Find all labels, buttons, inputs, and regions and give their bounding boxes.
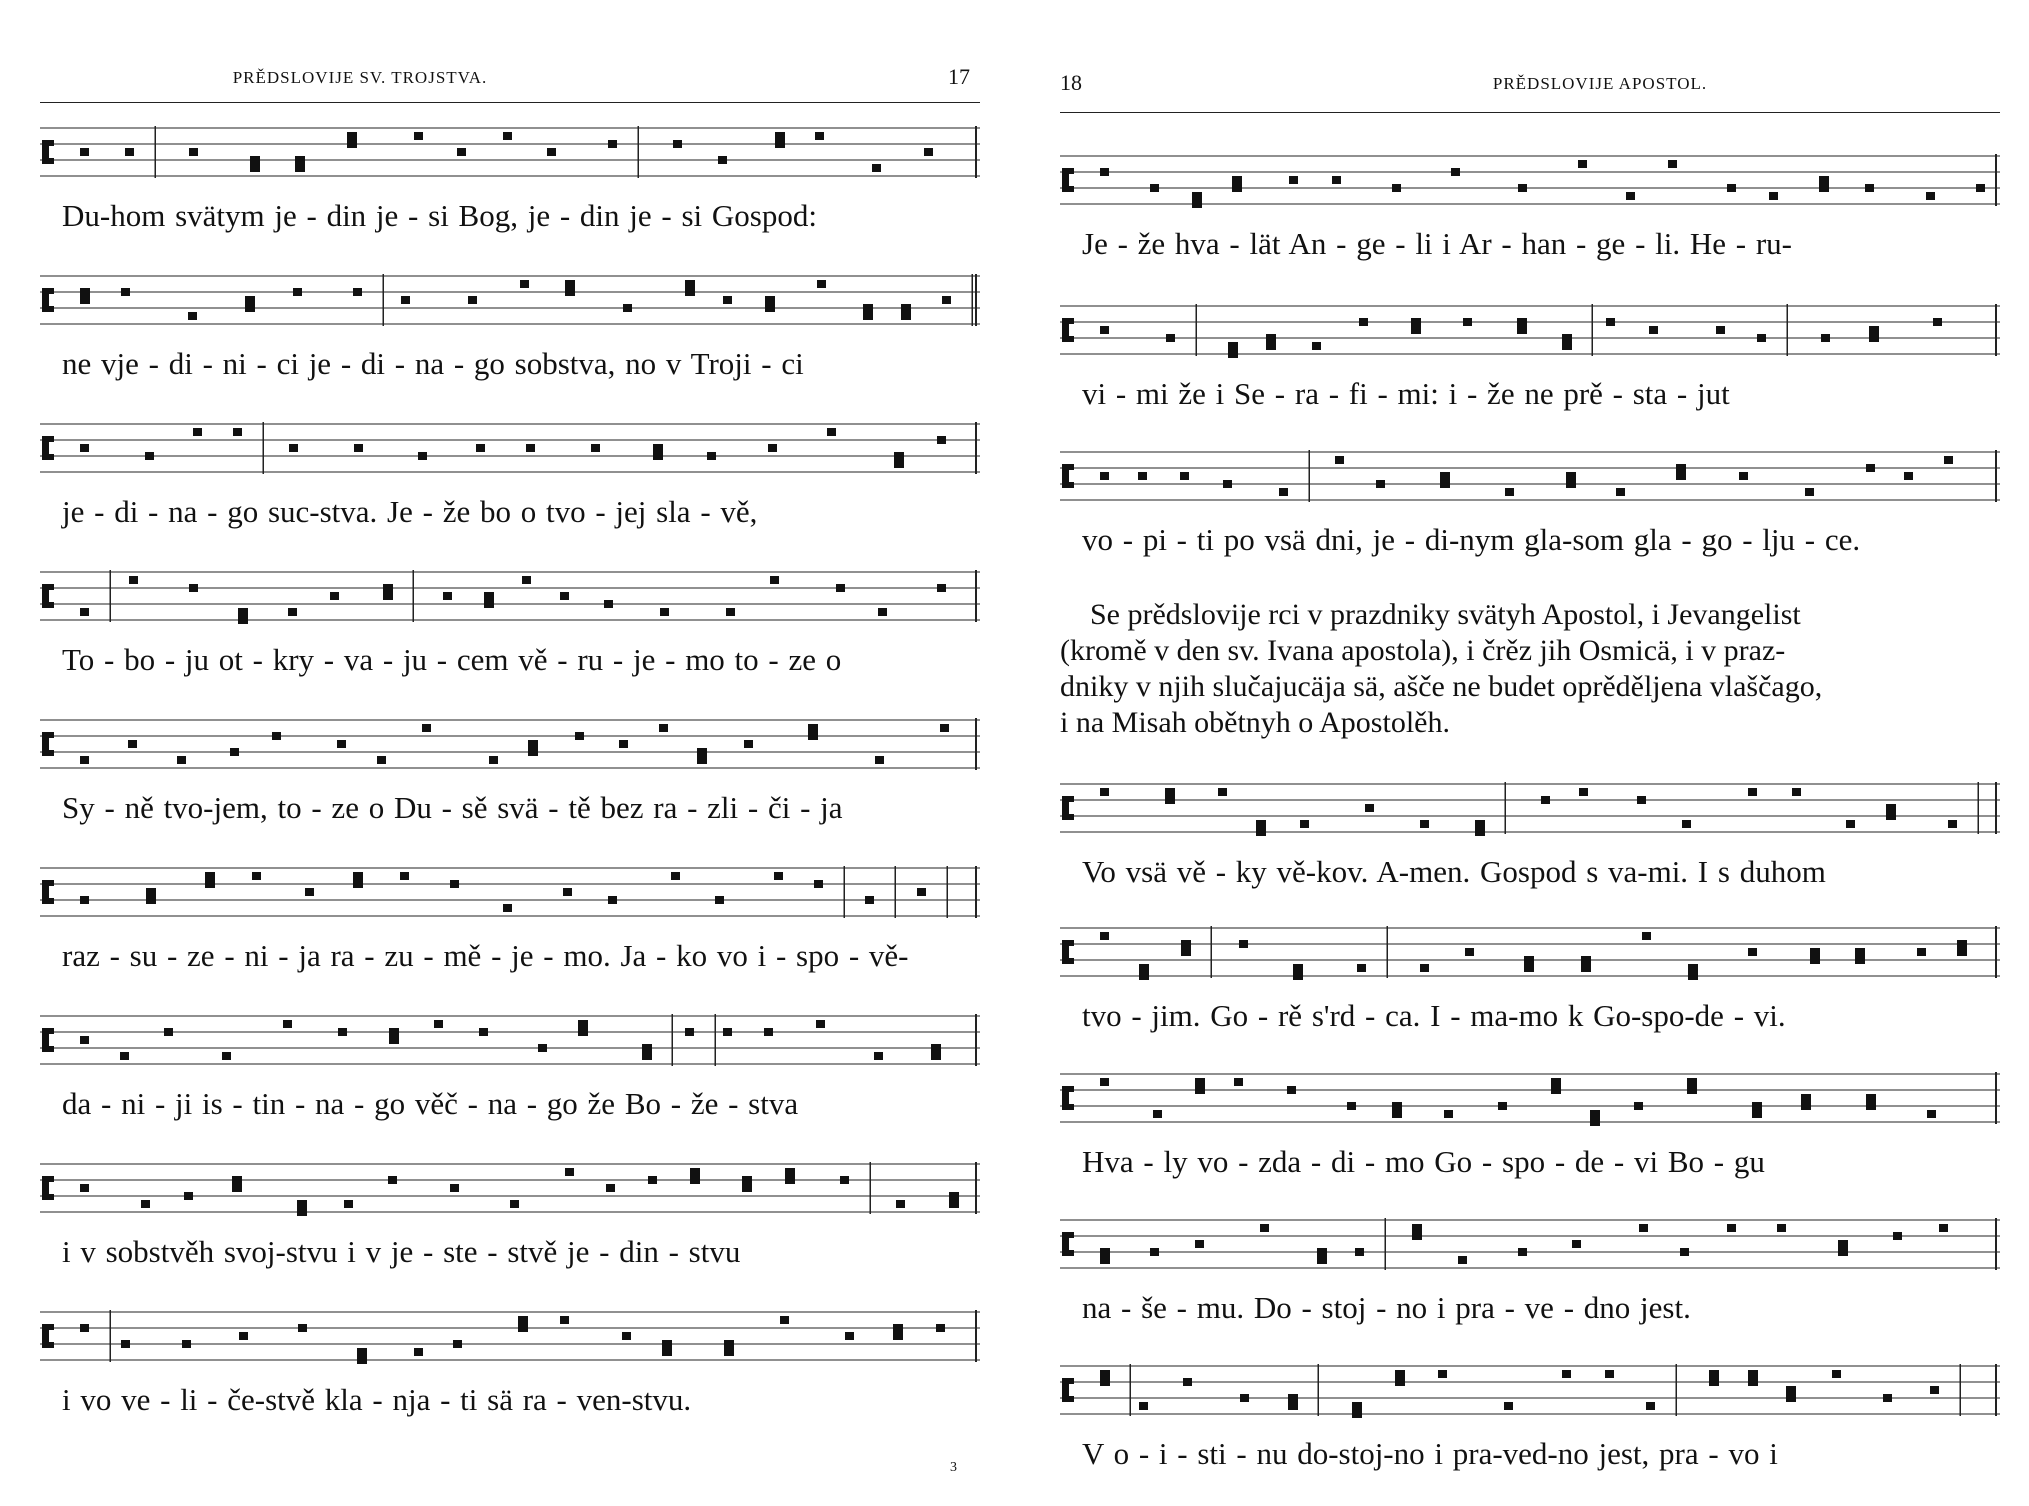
left-page-header [40,64,980,98]
lyric-line: da - ni - ji is - tin - na - go věč - na - go že Bo - že - stva [62,1086,799,1121]
right-page-number: 18 [1060,70,1082,95]
left-page [40,0,980,1501]
chant-system-1 [40,118,980,268]
chant-system-9 [40,1302,980,1452]
lyric-line: i v sobstvěh svoj-stvu i v je - ste - stvě je - din - stvu [62,1234,741,1269]
lyric-line: Je - že hva - lät An - ge - li i Ar - han - ge - li. He - ru- [1082,226,1792,261]
chant-system-3 [1060,442,2000,592]
lyric-line: na - še - mu. Do - stoj - no i pra - ve - dno jest. [1082,1290,1691,1325]
chant-staff [40,118,980,188]
chant-system-2 [1060,296,2000,446]
chant-system-6 [1060,1064,2000,1214]
chant-staff [40,710,980,780]
chant-system-8 [1060,1356,2000,1506]
rubric-paragraph [1060,597,2000,741]
chant-staff [1060,1356,2000,1426]
chant-system-7 [1060,1210,2000,1360]
lyric-line: vo - pi - ti po vsä dni, je - di-nym gla-som gla - go - lju - ce. [1082,522,1861,557]
chant-system-2 [40,266,980,416]
left-page-number: 17 [948,64,970,89]
chant-staff [1060,774,2000,844]
lyric-line: Du-hom svätym je - din je - si Bog, je - din je - si Gospod: [62,198,817,233]
chant-staff [40,266,980,336]
chant-staff [40,1006,980,1076]
chant-system-5 [40,710,980,860]
chant-staff [40,858,980,928]
lyric-line: To - bo - ju ot - kry - va - ju - cem vě - ru - je - mo to - ze o [62,642,842,677]
chant-staff [40,1302,980,1372]
chant-staff [1060,1064,2000,1134]
chant-staff [40,1154,980,1224]
chant-system-6 [40,858,980,1008]
chant-staff [1060,146,2000,216]
chant-system-8 [40,1154,980,1304]
lyric-line: tvo - jim. Go - rě s'rd - ca. I - ma-mo k Go-spo-de - vi. [1082,998,1786,1033]
lyric-line: je - di - na - go suc-stva. Je - že bo o tvo - jej sla - vě, [62,494,758,529]
chant-staff [40,414,980,484]
right-page-header [1060,68,2000,98]
right-page-title: PRĚDSLOVIJE APOSTOL. [1492,74,1708,93]
chant-staff [40,562,980,632]
lyric-line: Sy - ně tvo-jem, to - ze o Du - sě svä - tě bez ra - zli - či - ja [62,790,843,825]
chant-staff [1060,1210,2000,1280]
lyric-line: Vo vsä vě - ky vě-kov. A-men. Gospod s va-mi. I s duhom [1082,854,1826,889]
chant-system-4 [1060,774,2000,924]
lyric-line: raz - su - ze - ni - ja ra - zu - mě - je - mo. Ja - ko vo i - spo - vě- [62,938,909,973]
header-rule [40,102,980,103]
chant-system-4 [40,562,980,712]
left-page-title: PRĚDSLOVIJE SV. TROJSTVA. [232,68,488,87]
paragraph-line: dniky v njih slučajucäja sä, ašče ne budet oprěděljena vlaščago, [1060,670,1823,703]
header-rule [1060,112,2000,113]
paragraph-line: (kromě v den sv. Ivana apostola), i črěz jih Osmicä, i v praz- [1060,634,1786,667]
paragraph-line: i na Misah obětnyh o Apostolěh. [1060,706,1450,739]
lyric-line: vi - mi že i Se - ra - fi - mi: i - že ne prě - sta - jut [1082,376,1730,411]
chant-system-1 [1060,146,2000,296]
lyric-line: V o - i - sti - nu do-stoj-no i pra-ved-no jest, pra - vo i [1082,1436,1778,1471]
right-page [1060,0,2000,1501]
lyric-line: i vo ve - li - če-stvě kla - nja - ti sä ra - ven-stvu. [62,1382,692,1417]
lyric-line: ne vje - di - ni - ci je - di - na - go sobstva, no v Troji - ci [62,346,804,381]
chant-system-7 [40,1006,980,1156]
chant-system-5 [1060,918,2000,1068]
chant-staff [1060,918,2000,988]
signature-mark: 3 [950,1460,957,1475]
chant-staff [1060,442,2000,512]
chant-system-3 [40,414,980,564]
lyric-line: Hva - ly vo - zda - di - mo Go - spo - de - vi Bo - gu [1082,1144,1765,1179]
chant-staff [1060,296,2000,366]
paragraph-line: Se prědslovije rci v prazdniky svätyh Apostol, i Jevangelist [1090,598,1801,631]
